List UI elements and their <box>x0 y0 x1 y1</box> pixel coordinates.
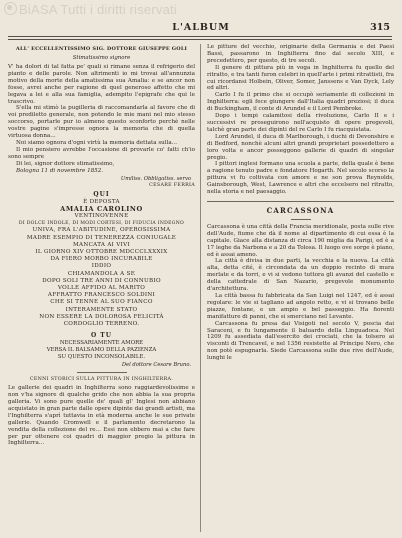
epitaph-line: INTERAMENTE STATO <box>65 306 138 313</box>
lament-line: SU QUESTO INCONSOLABILE. <box>57 354 146 361</box>
article-paragraph: Carcassona è una città della Francia meridionale, posta sulle rive dell'Aude, fiume che dà il nome al dipartimento di cui essa è la capitale. Giace alla distanza di circa 190 miglia da Parigi, ed è a 17 leghe da Narbona e a 20 da Tolosa. Il luogo ove sorge è piano, ed è assai ameno. <box>207 223 394 258</box>
gallery-paragraph: Le gallerie dei quadri in Inghilterra sono raggiardevolissime e non v'ha signore di qualche grido che non abbia la sua propria galleria. Vi sono pure quelle de' quali gl' Inglesi non abbiano acquistato in gran parte dalle opere dipinte dai grandi artisti, ma l'Inghilterra s'aprì tuttavia in età moderna anche le sue private gallerie. Quando Cromwell e il parlamento decretarono la vendita della collezione del re... Essi non ebbero mai a che fare per pur ottenere coi quadri di maggior pregio la pittura in Inghilterra... <box>8 385 195 447</box>
article-paragraph: I pittori inglesi formano una scuola a parte, della quale è bene a ragione tenuto padre e fondatore Hogarth. Nel secolo scorso la pittura vi fu coltivata con amore e ne son prova Reynolds, Gainsborough, West, Lawrence e altri che eccelsero nel ritratto, nella storia e nel paesaggio. <box>207 161 394 196</box>
letter-paragraph: Noi siamo ognora d'ogni virtù la memoria dettata sulla... <box>16 139 178 146</box>
lament-author: Del dottore Cesare Bruno. <box>121 362 191 369</box>
article-paragraph: La città è divisa in due parti, la vecchia e la nuova. La città alta, detta cité, è circondata da un doppio recinto di mura merlate e da torri, e vi si vedono tuttora gli avanzi del castello e della cattedrale di San Nazario, pregevole monumento d'architettura. <box>207 258 394 293</box>
epitaph-line: DA FIERO MORBO INCURABILE <box>50 256 153 263</box>
letter-author: CESARE FERRIA <box>149 182 195 188</box>
column-divider <box>200 44 201 532</box>
epitaph-name: AMALIA CAROLINO <box>60 204 143 213</box>
epitaph-line: VENTINOVENNE <box>74 212 129 219</box>
epitaph-line: VOLLE AFFIDO AL MARITO <box>57 284 146 291</box>
epitaph-line: UNIVA, FRA L'ABITUDINE, OPEROSISSIMA <box>32 227 171 234</box>
epitaph <box>8 191 195 329</box>
epitaph-line: IL GIORNO XIV OTTOBRE MDCCCLXXXIX <box>35 248 168 255</box>
article-paragraph: Il genere di pittura più in voga in Inghilterra fu quello del ritratto, e tra tanti furon celebri in quell'arte i primi ritrattisti, fra cui ricordansi Holbein, Oliver, Somer, Janssens e Van Dyck, Lely ed altri. <box>207 64 394 92</box>
article-paragraph: Carcassona fu presa dai Visigoti nel secolo V, poscia dai Saraceni, e fu lungamente il baluardo della Linguadoca. Nel 1209 fu assediata dall'esercito dei crociati, che la tolsero ai visconti di Trencavel, e nel 1356 resistette al Principe Nero, che non potè espugnarla. Siede Carcassona sulle due rive dell'Aude, lunghi le <box>207 320 394 362</box>
epitaph-line: CORDOGLIO TERRENO. <box>63 320 140 327</box>
letter-signoff: Di lei, signor dottore stimatissimo, <box>16 160 115 167</box>
letter-paragraph: S'ella mi stimò la pugilleria di raccomandarla al favore che di voi prediletto generale, non potendo le mie mani nel mio stesso soccorso, portarle pur io almeno questo sconforto perchè nelle vostre pagine s'impresse ognora la memoria che di quella virtuosa donna... <box>8 105 195 140</box>
page-header <box>8 22 394 34</box>
epitaph-line: È DEPOSTA <box>83 198 120 205</box>
letter-date: Bologna 11 di novembre 1852. <box>16 167 104 174</box>
epitaph-line: DI DOLCE INDOLE, DI MODI CORTESI, DI FIDUCIA INDEGNO <box>18 221 185 227</box>
epitaph-line: IDDIO <box>91 263 112 270</box>
section-divider <box>207 201 394 202</box>
epitaph-line: AFFRATTO FRANCESCO SOLDINI <box>47 292 156 299</box>
library-seal-icon <box>4 2 17 15</box>
article-paragraph: La città bassa fu fabbricata da San Luigi nel 1247, ed è assai regolare: le vie si tagliano ad angolo retto, e vi si trovano belle piazze, fontane, e un ampio e bel passeggio. Ha fiorenti manifatture di panni, che si smerciano nel Levante. <box>207 293 394 320</box>
letter-signature: Umiliss. Obbligatiss. servo <box>120 175 191 182</box>
article-paragraph: Carlo I fu il primo che si occupò seriamente di collezioni in Inghilterra: egli fece giungere dall'Italia quadri preziosi; il duca di Buckingham, il conte di Arundel e il Lord Pembroke. <box>207 92 394 113</box>
section-title: CARCASSONA <box>266 205 335 215</box>
epitaph-line: NON ESSERE LA DOLOROSA FELICITÀ <box>39 313 164 320</box>
section-title-underline <box>291 219 311 220</box>
header-rule <box>8 36 392 37</box>
epitaph-line: CHIAMANDOLA A SE <box>67 270 136 277</box>
section-divider <box>77 372 127 373</box>
letter-paragraph: Il mio pensiero avrebbe l'occasione di provarle co' fatti ch'io sono sempre <box>8 146 195 160</box>
epitaph-line: MADRE ESEMPIO DI TENEREZZA CONIUGALE <box>26 234 177 241</box>
epitaph-line: MANCATA AI VIVI <box>73 241 130 248</box>
page-number: 315 <box>370 22 390 33</box>
lament-title: O TU <box>90 332 112 340</box>
epitaph-line: QUI <box>93 190 110 198</box>
article-paragraph: Dopo i tempi calamitosi della rivoluzione, Carlo II e i successivi re proseguirono nell'acquisto di opere pregevoli, talchè gran parte dei dipinti del re Carlo I fu riacquistata. <box>207 113 394 133</box>
lament-line: NECESSARIAMENTE AMORE <box>59 340 144 347</box>
dedication-salutation: Stimatissimo signore <box>72 55 131 61</box>
header-rule-thin <box>8 39 392 40</box>
left-column <box>8 44 195 447</box>
masthead-title: L'ALBUM <box>172 22 230 33</box>
epitaph-line: CHE SI TENNE AL SUO FIANCO <box>50 299 153 306</box>
epitaph-line: DOPO SOLI TRE ANNI DI CONNUBIO <box>42 277 161 284</box>
article-paragraph: Lord Arundel, il duca di Marlborough, i duchi di Devonshire e di Bedford, nonchè alcuni altri grandi proprietari possedettero a loro volta e ancor posseggono gallerie di quadri di singolar pregio. <box>207 133 394 161</box>
watermark-text: BiASA Tutti i diritti riservati <box>19 2 177 17</box>
right-column <box>207 44 394 362</box>
gallery-heading: CENNI STORICI SULLA PITTURA IN INGHILTERRA. <box>29 377 174 383</box>
lament-line: VERSA IL BALSAMO DELLA PAZIENZA <box>46 347 157 354</box>
article-paragraph: Le pitture del vecchio, originarie della Germania e dei Paesi Bassi, passarono in Inghilterra fino dal secolo XIII, e precedettero, per questo, di tre secoli. <box>207 44 394 64</box>
dedication-heading: ALL' ECCELLENTISSIMO SIG. DOTTORE GIUSEPPE GOLI <box>15 46 188 52</box>
letter-paragraph: V' ha dolori di tal fatta pe' quali si rimane senza il refrigerio del pianto e delle parole. Non altrimenti io mi trovai all'annunzia motivo della morte della amatissima sua Amalia: e se ancor non fosse, avrei anche per ragione di quel generoso affetto che mi legava a lei e alla sua famiglia, adempito l'epigrafe che qui le trascrivo. <box>8 64 195 105</box>
watermark <box>4 2 400 17</box>
